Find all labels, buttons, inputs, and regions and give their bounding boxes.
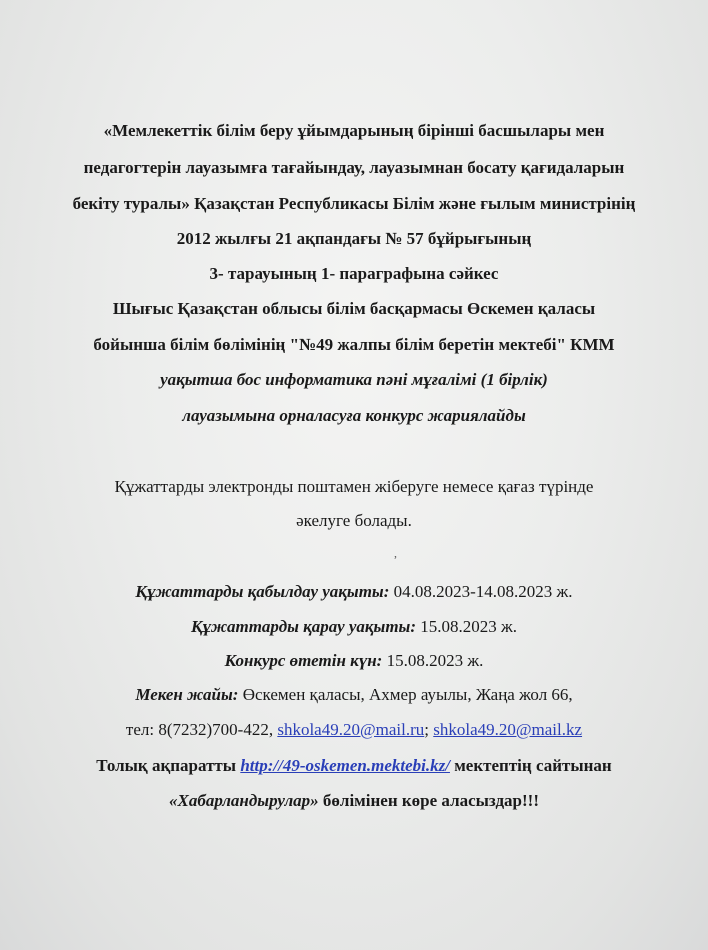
header-line-5: 3- тарауының 1- параграфына сәйкес — [209, 264, 499, 283]
phone-text: тел: 8(7232)700-422, — [125, 720, 278, 739]
email-link-kz[interactable]: shkola49.20@mail.kz — [433, 720, 583, 739]
footer-tail: бөлімінен көре аласыздар!!! — [318, 791, 539, 810]
header-line-6: Шығыс Қазақстан облысы білім басқармасы Өскемен қаласы — [112, 299, 596, 318]
vacancy-line-1: уақытша бос информатика пәні мұғалімі (1 бірлік) — [160, 370, 548, 389]
address — [0, 684, 708, 706]
header-line-7: бойынша білім бөлімінің "№49 жалпы білім беретін мектебі" КММ — [93, 335, 615, 354]
review-period — [0, 616, 708, 638]
email-separator: ; — [424, 720, 434, 739]
email-link-ru[interactable]: shkola49.20@mail.ru — [277, 720, 425, 739]
acceptance-period — [0, 581, 708, 603]
dust-mark: , — [394, 546, 397, 560]
review-label: Құжаттарды қарау уақыты: — [190, 617, 417, 636]
vacancy-line-2: лауазымына орналасуға конкурс жариялайды — [182, 406, 526, 425]
acceptance-value: 04.08.2023-14.08.2023 ж. — [389, 582, 573, 601]
review-value: 15.08.2023 ж. — [416, 617, 518, 636]
contest-label: Конкурс өтетін күн: — [224, 651, 383, 670]
docs-note-line-2: әкелуге болады. — [296, 511, 412, 530]
header-line-2: педагогтерін лауазымға тағайындау, лауазымнан босату қағидаларын — [83, 158, 625, 177]
header-line-3: бекіту туралы» Қазақстан Республикасы Білім және ғылым министрінің — [72, 194, 636, 213]
footer-line-2 — [0, 790, 708, 812]
contest-value: 15.08.2023 ж. — [382, 651, 484, 670]
acceptance-label: Құжаттарды қабылдау уақыты: — [135, 582, 390, 601]
footer-suffix: мектептің сайтынан — [449, 756, 612, 775]
contest-date — [0, 650, 708, 672]
header-line-1: «Мемлекеттік білім беру ұйымдарының бірінші басшылары мен — [103, 121, 605, 140]
footer-prefix: Толық ақпаратты — [96, 756, 241, 775]
address-label: Мекен жайы: — [135, 685, 239, 704]
section-name: «Хабарландырулар» — [169, 791, 319, 810]
website-link[interactable]: http://49-oskemen.mektebi.kz/ — [240, 756, 450, 775]
docs-note-line-1: Құжаттарды электронды поштамен жіберуге немесе қағаз түрінде — [114, 477, 594, 496]
address-value: Өскемен қаласы, Ахмер ауылы, Жаңа жол 66, — [238, 685, 573, 704]
contacts — [0, 719, 708, 741]
header-line-4: 2012 жылғы 21 ақпандағы № 57 бұйрығының — [176, 229, 532, 248]
footer-line-1 — [0, 755, 708, 777]
